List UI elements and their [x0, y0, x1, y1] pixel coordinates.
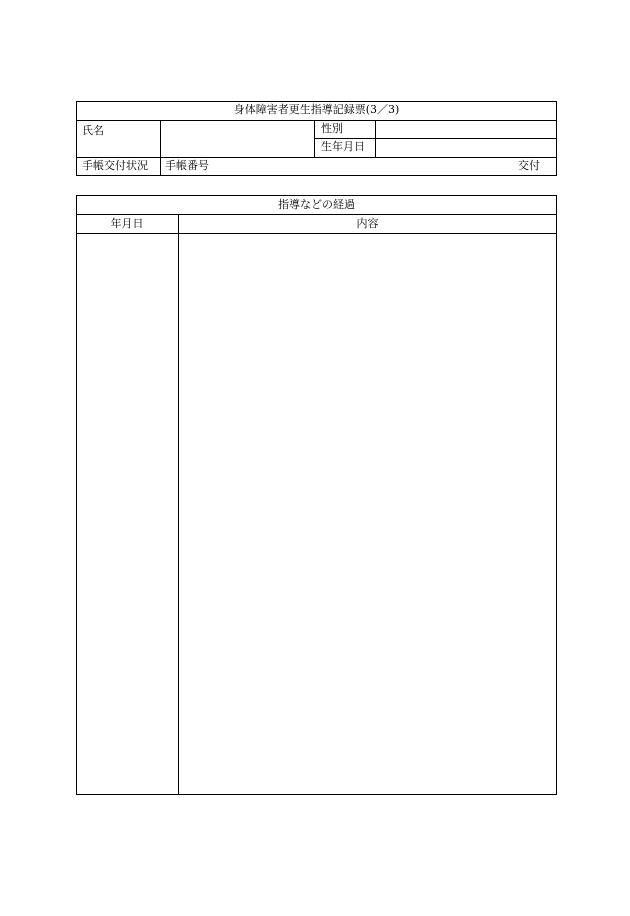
- divider: [160, 120, 161, 157]
- sex-field[interactable]: [378, 121, 553, 137]
- handbook-issued-label: 交付: [518, 159, 540, 172]
- divider: [76, 157, 557, 158]
- progress-title: 指導などの経過: [278, 198, 355, 211]
- content-column-area[interactable]: [179, 234, 556, 794]
- name-field[interactable]: [162, 123, 312, 155]
- sex-label: 性別: [321, 122, 343, 135]
- form-title: 身体障害者更生指導記録票(3／3): [233, 103, 400, 116]
- date-column-area[interactable]: [77, 234, 177, 794]
- birthdate-label: 生年月日: [321, 140, 365, 153]
- column-header-date: 年月日: [110, 217, 144, 230]
- birthdate-field[interactable]: [378, 139, 553, 155]
- divider: [160, 157, 161, 176]
- name-label: 氏名: [82, 124, 104, 137]
- divider: [76, 214, 557, 215]
- handbook-number-label: 手帳番号: [165, 159, 209, 172]
- handbook-status-label: 手帳交付状況: [82, 159, 148, 172]
- column-header-content: 内容: [356, 217, 379, 230]
